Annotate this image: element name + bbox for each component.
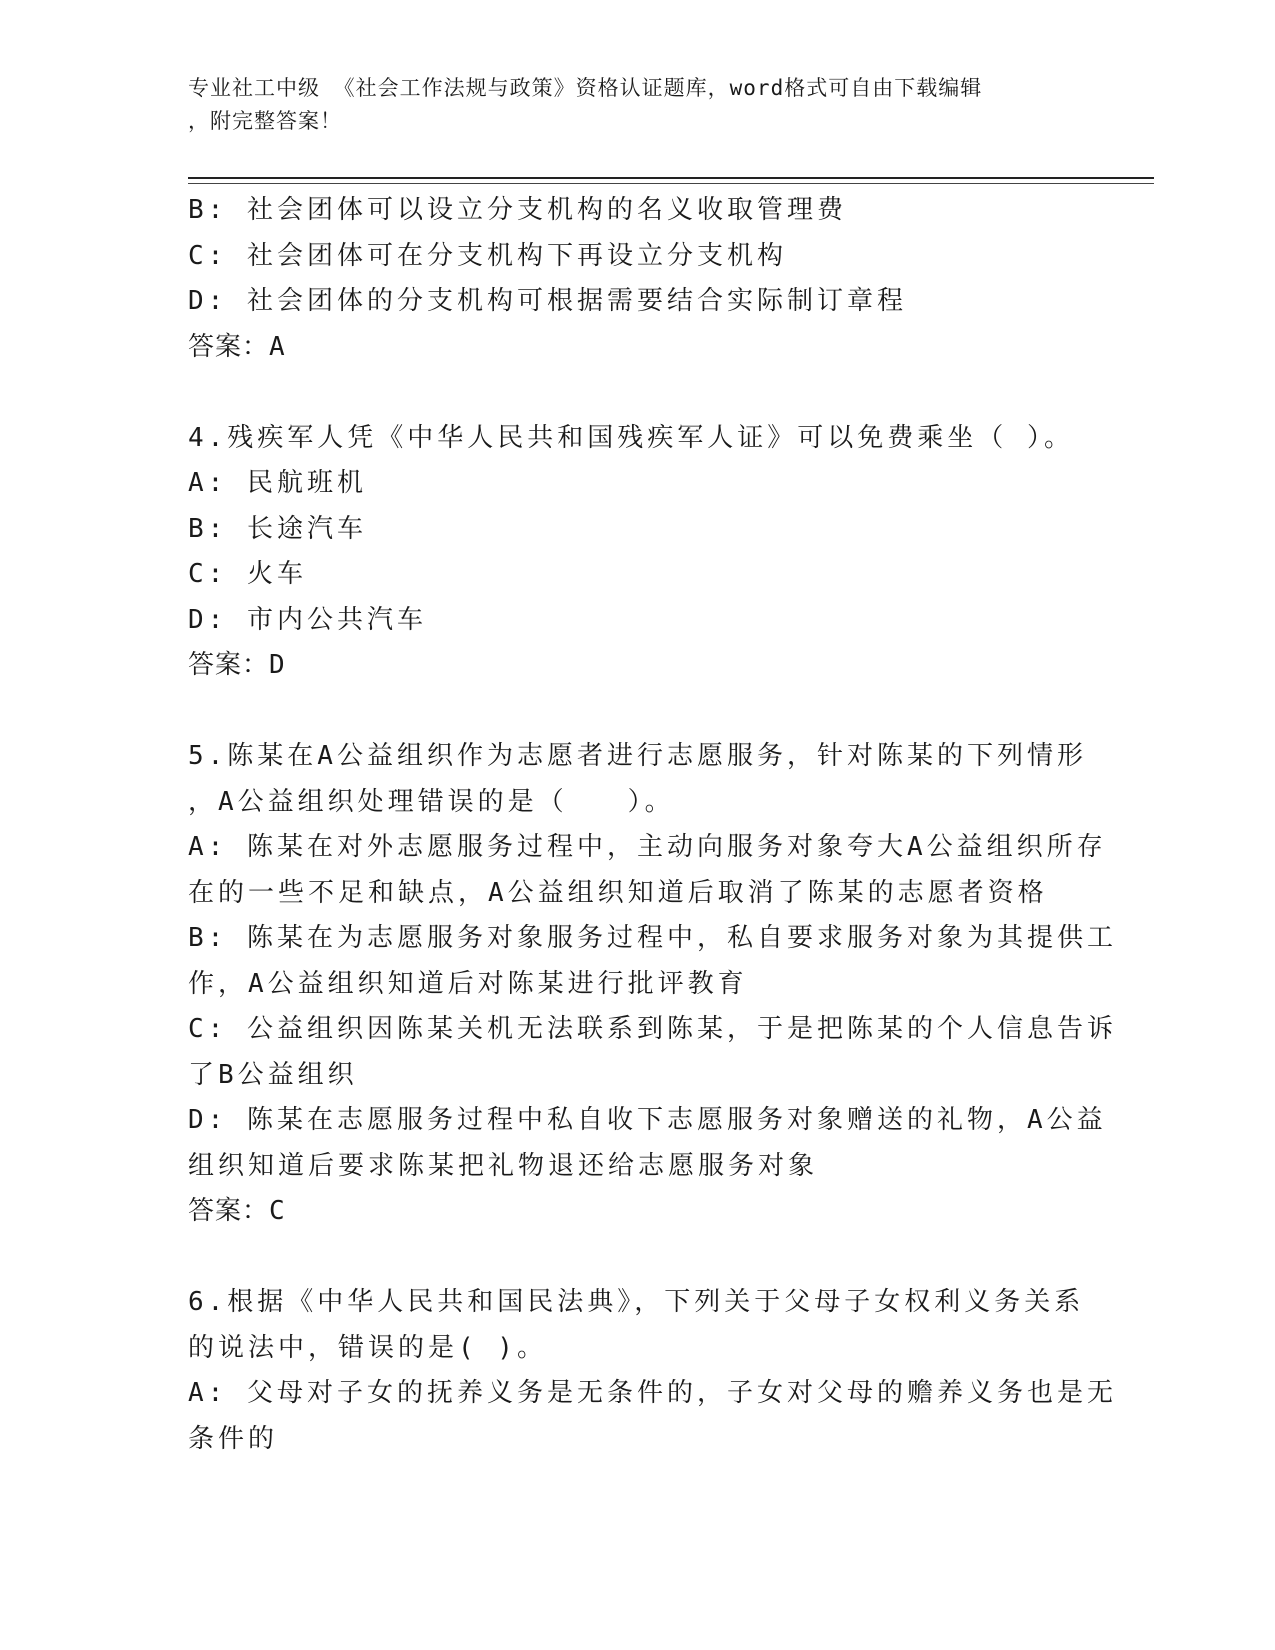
spacer — [188, 370, 1088, 416]
q5-option-c-line-2: 了B公益组织 — [188, 1059, 358, 1090]
q4-answer: 答案：D — [188, 650, 286, 680]
q5-option-a-line-2: 在的一些不足和缺点，A公益组织知道后取消了陈某的志愿者资格 — [188, 877, 1048, 908]
q5-stem-line-1: 5.陈某在A公益组织作为志愿者进行志愿服务，针对陈某的下列情形 — [188, 741, 1087, 771]
q5-answer: 答案：C — [188, 1196, 286, 1226]
q6-stem-line-1: 6.根据《中华人民共和国民法典》，下列关于父母子女权利义务关系 — [188, 1287, 1085, 1317]
q4-option-d: D: 市内公共汽车 — [188, 604, 427, 635]
spacer — [188, 689, 1088, 735]
q6-option-a-line-2: 条件的 — [188, 1423, 279, 1454]
q5-option-a-line-1: A: 陈某在对外志愿服务过程中，主动向服务对象夸大A公益组织所存 — [188, 832, 1107, 862]
header-title-line-2: ，附完整答案！ — [188, 109, 342, 133]
q6-stem-line-2: 的说法中，错误的是( )。 — [188, 1332, 547, 1363]
header-divider-thick — [188, 177, 1154, 179]
header-divider-thin — [188, 183, 1154, 184]
q5-option-b-line-1: B: 陈某在为志愿服务对象服务过程中，私自要求服务对象为其提供工 — [188, 923, 1117, 953]
q3-option-b: B: 社会团体可以设立分支机构的名义收取管理费 — [188, 195, 847, 225]
q3-option-c: C: 社会团体可在分支机构下再设立分支机构 — [188, 240, 787, 271]
document-header — [188, 72, 1088, 138]
q4-option-b: B: 长途汽车 — [188, 513, 367, 544]
q5-stem-line-2: ，A公益组织处理错误的是（ ）。 — [188, 786, 675, 817]
q3-answer: 答案：A — [188, 331, 286, 362]
header-title-line-1: 专业社工中级 《社会工作法规与政策》资格认证题库，word格式可自由下载编辑 — [188, 76, 983, 100]
q4-stem: 4.残疾军人凭《中华人民共和国残疾军人证》可以免费乘坐（ ）。 — [188, 422, 1074, 453]
spacer — [188, 1235, 1088, 1281]
q4-option-c: C: 火车 — [188, 559, 307, 589]
q5-option-d-line-1: D: 陈某在志愿服务过程中私自收下志愿服务对象赠送的礼物，A公益 — [188, 1105, 1107, 1135]
question-content — [188, 188, 1117, 1462]
q5-option-d-line-2: 组织知道后要求陈某把礼物退还给志愿服务对象 — [188, 1150, 819, 1181]
q3-option-d: D: 社会团体的分支机构可根据需要结合实际制订章程 — [188, 286, 907, 316]
q5-option-c-line-1: C: 公益组织因陈某关机无法联系到陈某，于是把陈某的个人信息告诉 — [188, 1014, 1117, 1044]
q4-option-a: A: 民航班机 — [188, 468, 367, 498]
q6-option-a-line-1: A: 父母对子女的抚养义务是无条件的，子女对父母的赡养义务也是无 — [188, 1378, 1117, 1408]
q5-option-b-line-2: 作，A公益组织知道后对陈某进行批评教育 — [188, 968, 748, 999]
